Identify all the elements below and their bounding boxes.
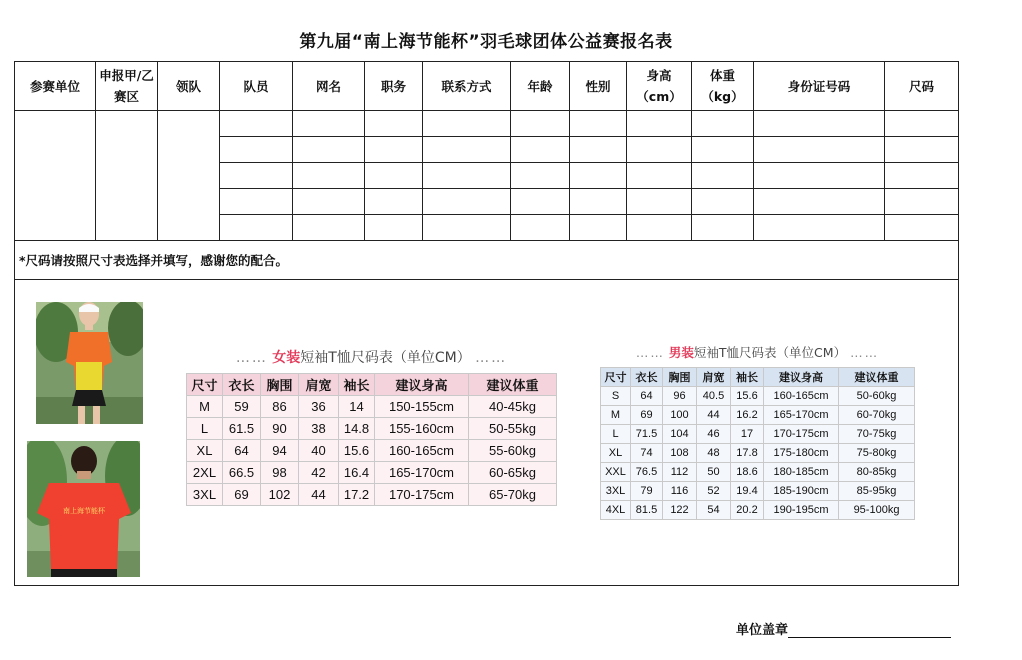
size-cell: 15.6 (339, 440, 375, 462)
size-cell: 74 (631, 444, 663, 463)
input-cell[interactable] (570, 163, 627, 189)
size-row (601, 425, 915, 444)
men-size-chart (600, 343, 915, 520)
size-cell: 60-65kg (469, 462, 557, 484)
input-cell[interactable] (365, 215, 423, 241)
input-cell[interactable] (754, 189, 885, 215)
size-cell: 17 (731, 425, 764, 444)
size-cell: 170-175cm (375, 484, 469, 506)
size-header: 衣长 (631, 368, 663, 387)
input-cell[interactable] (423, 111, 511, 137)
input-cell[interactable] (511, 137, 570, 163)
size-cell: 42 (299, 462, 339, 484)
stamp-label: 单位盖章 (736, 623, 789, 638)
size-cell: 98 (261, 462, 299, 484)
size-cell: 102 (261, 484, 299, 506)
input-cell[interactable] (627, 111, 692, 137)
input-cell[interactable] (754, 215, 885, 241)
size-cell: M (601, 406, 631, 425)
input-cell[interactable] (627, 189, 692, 215)
size-cell: M (187, 396, 223, 418)
header-cell: 网名 (293, 62, 365, 111)
input-cell[interactable] (293, 111, 365, 137)
size-cell: 80-85kg (839, 463, 915, 482)
size-cell: 104 (663, 425, 697, 444)
input-cell[interactable] (692, 163, 754, 189)
size-row (601, 501, 915, 520)
input-cell[interactable] (365, 111, 423, 137)
input-cell[interactable] (220, 215, 293, 241)
size-header: 胸围 (663, 368, 697, 387)
size-cell: 50-55kg (469, 418, 557, 440)
header-cell: 参赛单位 (15, 62, 96, 111)
size-cell: S (601, 387, 631, 406)
men-size-table (600, 367, 915, 520)
size-cell: 2XL (187, 462, 223, 484)
size-header: 袖长 (731, 368, 764, 387)
size-row (187, 396, 557, 418)
size-cell: 17.8 (731, 444, 764, 463)
size-cell: 108 (663, 444, 697, 463)
input-cell[interactable] (220, 189, 293, 215)
input-cell[interactable] (885, 215, 959, 241)
size-cell: 155-160cm (375, 418, 469, 440)
size-cell: 54 (697, 501, 731, 520)
men-highlight: 男装 (668, 345, 694, 360)
caption-dots: …… (635, 345, 665, 360)
input-cell[interactable] (423, 163, 511, 189)
size-cell: 112 (663, 463, 697, 482)
size-cell: 79 (631, 482, 663, 501)
input-cell[interactable] (570, 111, 627, 137)
size-cell: 75-80kg (839, 444, 915, 463)
size-row (187, 440, 557, 462)
size-cell: 36 (299, 396, 339, 418)
input-cell[interactable] (511, 163, 570, 189)
input-cell[interactable] (365, 137, 423, 163)
input-cell[interactable] (293, 215, 365, 241)
size-header-row (601, 368, 915, 387)
size-header: 衣长 (223, 374, 261, 396)
input-cell[interactable] (293, 189, 365, 215)
size-cell: L (601, 425, 631, 444)
header-cell: 体重（kg） (692, 62, 754, 111)
header-cell: 联系方式 (423, 62, 511, 111)
stamp-line[interactable] (788, 623, 951, 638)
size-row (601, 444, 915, 463)
size-cell: 100 (663, 406, 697, 425)
header-row (15, 62, 959, 111)
zone-input-cell[interactable] (96, 111, 158, 241)
size-cell: 40.5 (697, 387, 731, 406)
size-cell: 59 (223, 396, 261, 418)
header-cell: 年龄 (511, 62, 570, 111)
caption-dots: …… (850, 345, 880, 360)
size-cell: 44 (697, 406, 731, 425)
input-cell[interactable] (692, 111, 754, 137)
size-cell: 40 (299, 440, 339, 462)
header-cell: 领队 (158, 62, 220, 111)
size-row (187, 484, 557, 506)
size-cell: 185-190cm (764, 482, 839, 501)
input-cell[interactable] (692, 215, 754, 241)
size-row (601, 387, 915, 406)
size-cell: 50 (697, 463, 731, 482)
size-cell: XXL (601, 463, 631, 482)
size-cell: 160-165cm (764, 387, 839, 406)
size-cell: 38 (299, 418, 339, 440)
input-cell[interactable] (423, 137, 511, 163)
input-cell[interactable] (423, 215, 511, 241)
men-model-photo (27, 441, 140, 577)
size-cell: 69 (631, 406, 663, 425)
size-cell: 96 (663, 387, 697, 406)
input-cell[interactable] (293, 137, 365, 163)
size-cell: 190-195cm (764, 501, 839, 520)
size-header: 袖长 (339, 374, 375, 396)
input-cell[interactable] (885, 111, 959, 137)
header-cell: 队员 (220, 62, 293, 111)
size-cell: 116 (663, 482, 697, 501)
size-cell: 14 (339, 396, 375, 418)
size-header: 建议身高 (375, 374, 469, 396)
input-cell[interactable] (365, 163, 423, 189)
women-model-photo (36, 302, 143, 424)
size-cell: 180-185cm (764, 463, 839, 482)
size-cell: 19.4 (731, 482, 764, 501)
size-cell: 94 (261, 440, 299, 462)
women-highlight: 女装 (272, 350, 301, 366)
size-cell: XL (187, 440, 223, 462)
women-size-table (186, 373, 557, 506)
size-row (601, 482, 915, 501)
size-header-row (187, 374, 557, 396)
input-cell[interactable] (511, 111, 570, 137)
size-row (601, 406, 915, 425)
size-header: 建议身高 (764, 368, 839, 387)
size-cell: 40-45kg (469, 396, 557, 418)
size-cell: 122 (663, 501, 697, 520)
size-header: 建议体重 (839, 368, 915, 387)
input-cell[interactable] (511, 189, 570, 215)
size-cell: 64 (223, 440, 261, 462)
size-cell: 150-155cm (375, 396, 469, 418)
input-cell[interactable] (293, 163, 365, 189)
size-cell: 170-175cm (764, 425, 839, 444)
size-row (187, 418, 557, 440)
size-row (601, 463, 915, 482)
form-title: 第九届“南上海节能杯”羽毛球团体公益赛报名表 (299, 32, 673, 52)
women-caption-text: 短袖T恤尺码表（单位CM） (300, 350, 471, 366)
women-size-chart (186, 347, 557, 506)
caption-dots: …… (475, 350, 508, 366)
size-cell: 90 (261, 418, 299, 440)
size-cell: 76.5 (631, 463, 663, 482)
size-cell: 16.4 (339, 462, 375, 484)
header-cell: 性别 (570, 62, 627, 111)
men-model-image (27, 441, 140, 577)
size-header: 胸围 (261, 374, 299, 396)
size-cell: 65-70kg (469, 484, 557, 506)
size-cell: 60-70kg (839, 406, 915, 425)
size-note: *尺码请按照尺寸表选择并填写，感谢您的配合。 (15, 241, 959, 280)
size-cell: 175-180cm (764, 444, 839, 463)
size-cell: 15.6 (731, 387, 764, 406)
size-cell: L (187, 418, 223, 440)
caption-dots: …… (235, 350, 268, 366)
header-cell: 尺码 (885, 62, 959, 111)
header-cell: 申报甲/乙赛区 (96, 62, 158, 111)
size-cell: 86 (261, 396, 299, 418)
size-cell: 165-170cm (764, 406, 839, 425)
leader-input-cell[interactable] (158, 111, 220, 241)
header-cell: 身高（cm） (627, 62, 692, 111)
unit-stamp (736, 619, 951, 638)
size-cell: 4XL (601, 501, 631, 520)
input-cell[interactable] (220, 137, 293, 163)
size-cell: 3XL (187, 484, 223, 506)
size-cell: 16.2 (731, 406, 764, 425)
input-cell[interactable] (627, 163, 692, 189)
size-cell: 55-60kg (469, 440, 557, 462)
input-cell[interactable] (885, 137, 959, 163)
size-cell: 46 (697, 425, 731, 444)
size-header: 肩宽 (697, 368, 731, 387)
input-cell[interactable] (754, 137, 885, 163)
size-header: 建议体重 (469, 374, 557, 396)
input-cell[interactable] (754, 163, 885, 189)
input-cell[interactable] (692, 137, 754, 163)
size-cell: 50-60kg (839, 387, 915, 406)
unit-input-cell[interactable] (15, 111, 96, 241)
size-cell: 70-75kg (839, 425, 915, 444)
header-cell: 身份证号码 (754, 62, 885, 111)
input-cell[interactable] (220, 111, 293, 137)
size-cell: 52 (697, 482, 731, 501)
input-cell[interactable] (511, 215, 570, 241)
size-cell: 20.2 (731, 501, 764, 520)
size-cell: 61.5 (223, 418, 261, 440)
input-cell[interactable] (220, 163, 293, 189)
size-header: 尺寸 (187, 374, 223, 396)
input-cell[interactable] (754, 111, 885, 137)
input-cell[interactable] (885, 189, 959, 215)
input-cell[interactable] (692, 189, 754, 215)
size-header: 尺寸 (601, 368, 631, 387)
input-cell[interactable] (570, 137, 627, 163)
header-cell: 职务 (365, 62, 423, 111)
size-cell: 44 (299, 484, 339, 506)
input-cell[interactable] (570, 189, 627, 215)
women-model-image (36, 302, 143, 424)
size-cell: 71.5 (631, 425, 663, 444)
size-cell: 81.5 (631, 501, 663, 520)
input-cell[interactable] (423, 189, 511, 215)
member-row (15, 111, 959, 137)
input-cell[interactable] (570, 215, 627, 241)
men-chart-caption (600, 343, 915, 361)
men-caption-text: 短袖T恤尺码表（单位CM） (693, 345, 847, 360)
size-cell: 17.2 (339, 484, 375, 506)
input-cell[interactable] (627, 137, 692, 163)
size-cell: 66.5 (223, 462, 261, 484)
size-cell: XL (601, 444, 631, 463)
size-row (187, 462, 557, 484)
size-cell: 48 (697, 444, 731, 463)
size-cell: 85-95kg (839, 482, 915, 501)
size-cell: 18.6 (731, 463, 764, 482)
shirt-print-text: 南上海节能杯 (63, 507, 105, 515)
size-header: 肩宽 (299, 374, 339, 396)
women-chart-caption (186, 347, 557, 367)
size-cell: 165-170cm (375, 462, 469, 484)
size-cell: 69 (223, 484, 261, 506)
input-cell[interactable] (627, 215, 692, 241)
size-cell: 95-100kg (839, 501, 915, 520)
size-cell: 3XL (601, 482, 631, 501)
size-cell: 160-165cm (375, 440, 469, 462)
note-row (15, 241, 959, 280)
input-cell[interactable] (365, 189, 423, 215)
size-cell: 14.8 (339, 418, 375, 440)
input-cell[interactable] (885, 163, 959, 189)
size-cell: 64 (631, 387, 663, 406)
